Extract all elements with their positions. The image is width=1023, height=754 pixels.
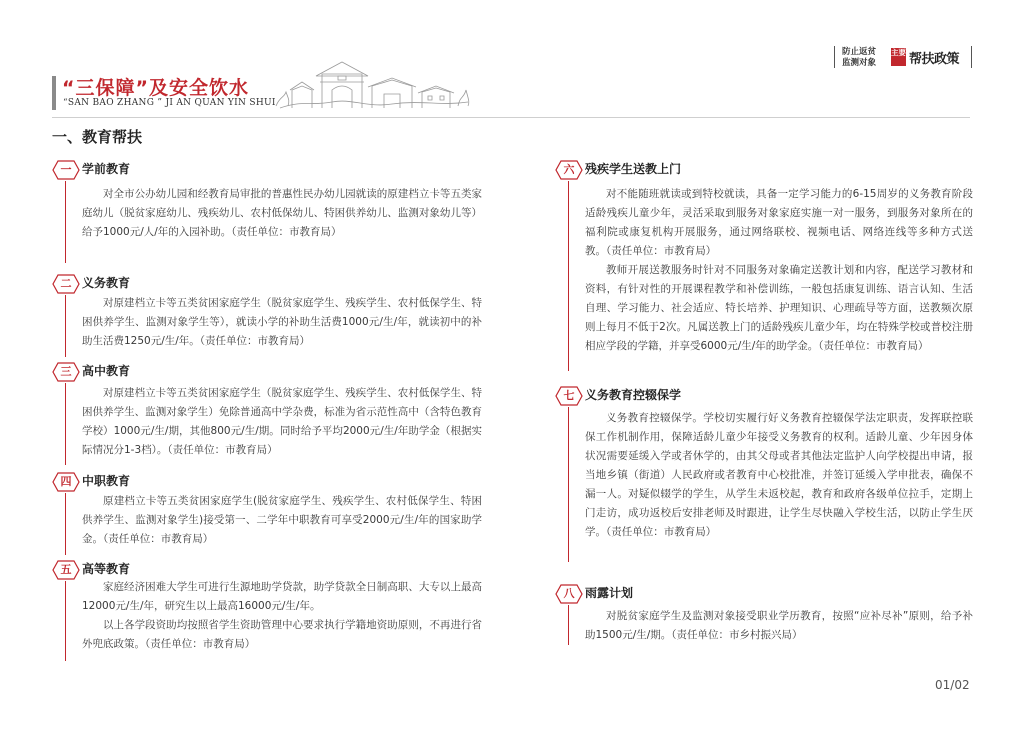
item-paragraph: 义务教育控辍保学。学校切实履行好义务教育控辍保学法定职责，发挥联控联保工作机制作用，保障适龄儿童少年接受义务教育的权利。适龄儿童、少年因身体状况需要延缓入学或者休学的，由其父母或者其他法定监护人向学校提出申请，报当地乡镇（街道）人民政府或者教育中心校批准，并签订延缓入学申批表，确保不漏一人。对疑似辍学的学生，从学生未返校起，教育和政府各级单位拉手，定期上门走访，成功返校后安排老师及时跟进，让学生尽快融入学校生活，以防止学生厌学。（责任单位：市教育局） — [585, 412, 973, 538]
item-paragraph: 对不能随班就读或到特校就读，具备一定学习能力的6-15周岁的义务教育阶段适龄残疾儿童少年，灵活采取到服务对象家庭实施一对一服务，到服务对象所在的福利院或康复机构开展服务，通过网络联校、视频电话、网络连线等多种方式送教。（责任单位：市教育局） — [585, 188, 973, 257]
number-badge — [555, 160, 583, 180]
section-title: 一、教育帮扶 — [52, 128, 143, 146]
brand-red-seal: 主要 — [891, 48, 906, 66]
page-subtitle: “SAN BAO ZHANG ” JI AN QUAN YIN SHUI — [63, 98, 276, 108]
item-body — [82, 294, 482, 351]
brand-line-1: 防止返贫 — [842, 47, 877, 57]
item-title: 中职教育 — [82, 474, 131, 488]
item-connector-line — [65, 295, 66, 357]
item-title: 高等教育 — [82, 562, 131, 576]
badge-number: 五 — [60, 563, 72, 576]
brand-logo — [834, 46, 972, 70]
item-paragraph: 以上各学段资助均按照省学生资助管理中心要求执行学籍地资助原则，不再进行省外兜底政策。（责任单位：市教育局） — [82, 619, 482, 650]
item-title: 学前教育 — [82, 162, 131, 176]
item-connector-line — [568, 605, 569, 645]
title-accent-bar — [52, 76, 56, 110]
badge-number: 四 — [60, 475, 72, 488]
item-body — [585, 409, 973, 542]
item-paragraph: 原建档立卡等五类贫困家庭学生(脱贫家庭学生、残疾学生、农村低保学生、特困供养学生、监测对象学生)接受第一、二学年中职教育可享受2000元/生/年的国家助学金。（责任单位：市教育局） — [82, 495, 482, 545]
brand-separator-right — [971, 46, 972, 68]
badge-number: 三 — [60, 365, 72, 378]
number-badge — [52, 160, 80, 180]
item-paragraph: 教师开展送教服务时针对不同服务对象确定送教计划和内容，配送学习教材和资料，有针对性的开展课程教学和补偿训练，一般包括康复训练、语言认知、生活自理、学习能力、社会适应、特长培养、护理知识、心理疏导等方面，送教频次原则上每月不低于2次。凡属送教上门的适龄残疾儿童少年，均在特殊学校或普校注册相应学段的学籍，并享受6000元/生/年的助学金。（责任单位：市教育局） — [585, 264, 973, 352]
item-body — [82, 185, 482, 242]
item-paragraph: 对全市公办幼儿园和经教育局审批的普惠性民办幼儿园就读的原建档立卡等五类家庭幼儿（脱贫家庭幼儿、残疾幼儿、农村低保幼儿、特困供养幼儿、监测对象幼儿等）给予1000元/人/年的入园补助。（责任单位：市教育局） — [82, 188, 482, 238]
badge-number: 七 — [563, 389, 575, 402]
brand-line-2: 监测对象 — [842, 58, 877, 68]
item-connector-line — [65, 581, 66, 661]
badge-number: 八 — [563, 587, 575, 600]
number-badge — [52, 472, 80, 492]
brand-separator-left — [834, 46, 835, 68]
item-connector-line — [568, 407, 569, 562]
number-badge — [555, 584, 583, 604]
item-title: 残疾学生送教上门 — [585, 162, 682, 176]
number-badge — [52, 560, 80, 580]
number-badge — [555, 386, 583, 406]
item-connector-line — [65, 493, 66, 555]
item-body — [82, 578, 482, 654]
page-number: 01/02 — [935, 678, 970, 692]
item-paragraph: 对脱贫家庭学生及监测对象接受职业学历教育，按照“应补尽补”原则，给予补助1500元/生/期。（责任单位：市乡村振兴局） — [585, 610, 973, 641]
item-title: 义务教育控辍保学 — [585, 388, 682, 402]
badge-number: 六 — [563, 163, 575, 176]
item-paragraph: 对原建档立卡等五类贫困家庭学生（脱贫家庭学生、残疾学生、农村低保学生、特困供养学生、监测对象学生等），就读小学的补助生活费1000元/生/年，就读初中的补助生活费1250元/生/年。（责任单位：市教育局） — [82, 297, 482, 347]
item-body — [585, 607, 973, 645]
item-title: 义务教育 — [82, 276, 131, 290]
number-badge — [52, 362, 80, 382]
item-title: 高中教育 — [82, 364, 131, 378]
item-connector-line — [65, 383, 66, 465]
badge-number: 一 — [60, 163, 72, 176]
memorial-gate-illustration — [272, 56, 472, 114]
badge-number: 二 — [60, 277, 72, 290]
item-paragraph: 家庭经济困难大学生可进行生源地助学贷款，助学贷款全日制高职、大专以上最高12000元/生/年，研究生以上最高16000元/生/年。 — [82, 581, 482, 612]
page-title: “三保障”及安全饮水 — [62, 77, 249, 99]
item-connector-line — [568, 181, 569, 371]
item-title: 雨露计划 — [585, 586, 634, 600]
item-body — [585, 185, 973, 356]
item-body — [82, 384, 482, 460]
item-body — [82, 492, 482, 549]
header-divider — [52, 117, 970, 118]
item-connector-line — [65, 181, 66, 263]
brand-calligraphy-title: 帮扶政策 — [909, 52, 960, 67]
item-paragraph: 对原建档立卡等五类贫困家庭学生（脱贫家庭学生、残疾学生、农村低保学生、特困供养学生、监测对象学生）免除普通高中学杂费，标准为省示范性高中（含特色教育学校）1000元/生/期，其他800元/生/期。同时给予平均2000元/生/年助学金（根据实际情况分1-3档）。（责任单位：市教育局） — [82, 387, 482, 456]
brand-small-text — [842, 47, 876, 69]
number-badge — [52, 274, 80, 294]
